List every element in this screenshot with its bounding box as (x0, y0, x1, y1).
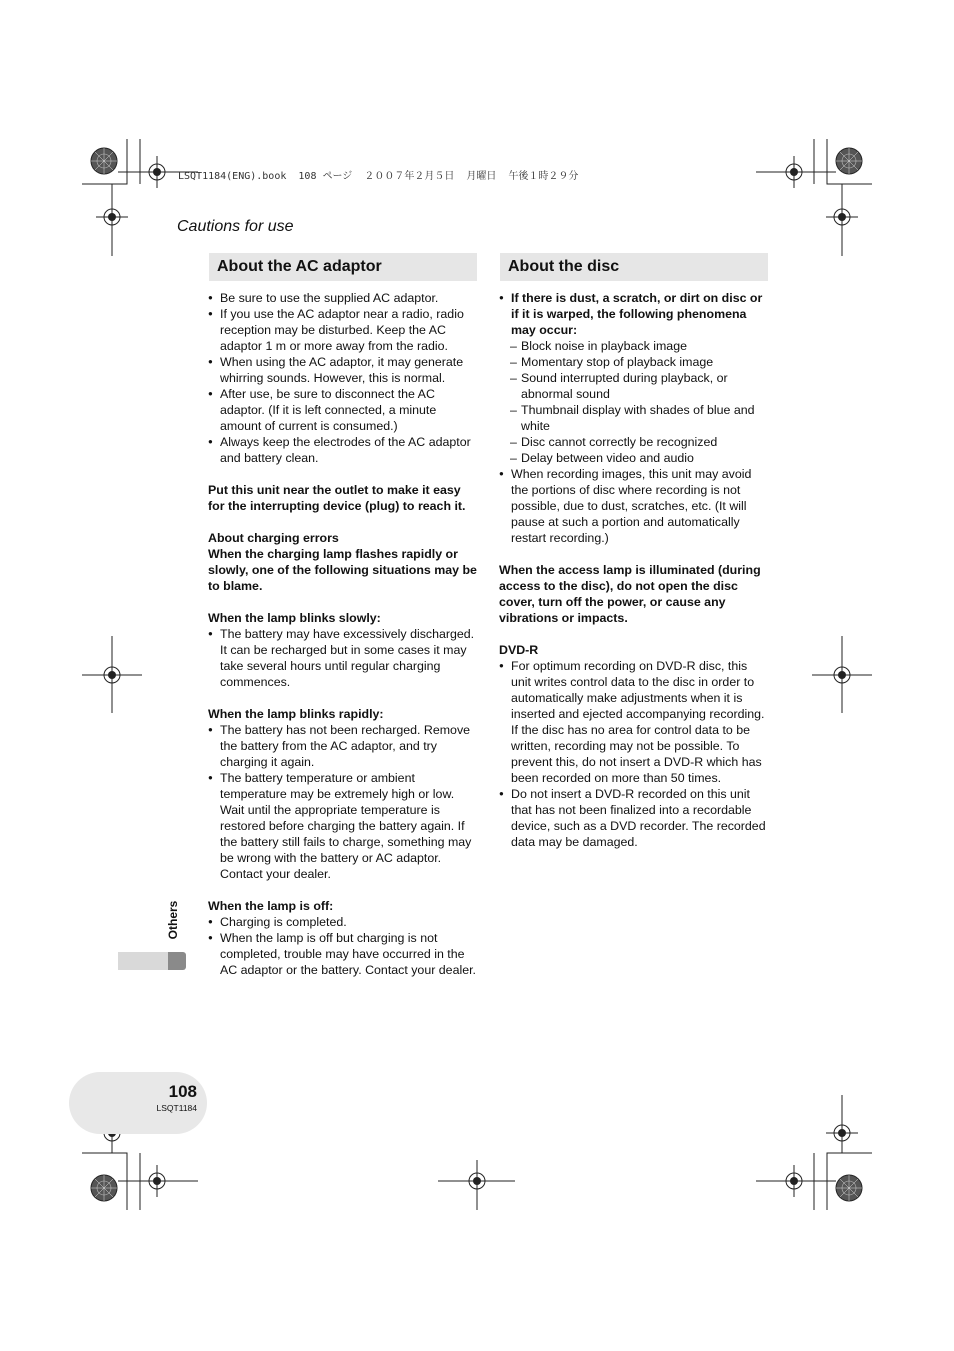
bold-paragraph: About charging errors (208, 531, 339, 545)
bullet-item: ● Always keep the electrodes of the AC adaptor and battery clean. (208, 434, 478, 466)
section-tab-label: Others (166, 900, 180, 940)
spacer (208, 690, 478, 706)
bullet-item: ● Charging is completed. (208, 914, 478, 930)
section-title: Cautions for use (177, 218, 294, 235)
spacer (208, 466, 478, 482)
bullet-item: ● If there is dust, a scratch, or dirt on disc or if it is warped, the following phenomena may occur: (499, 290, 769, 338)
section-tab-bar (118, 952, 168, 970)
spacer (208, 594, 478, 610)
spacer (208, 882, 478, 898)
bold-paragraph: Put this unit near the outlet to make it easy for the interrupting device (plug) to reach it. (208, 483, 466, 513)
dash-item: – Block noise in playback image (499, 338, 769, 354)
bold-paragraph: When the lamp blinks rapidly: (208, 707, 384, 721)
page-number: 108 (168, 1082, 197, 1101)
disc-heading: About the disc (500, 253, 768, 281)
spacer (499, 626, 769, 642)
bold-paragraph: When the lamp blinks slowly: (208, 611, 381, 625)
bullet-item: ● When using the AC adaptor, it may generate whirring sounds. However, this is normal. (208, 354, 478, 386)
bullet-item: ● The battery temperature or ambient temperature may be extremely high or low. Wait until the appropriate temperature is restored before charging the battery again. If the battery still fails to charge, something may be wrong with the battery or AC adaptor. Contact your dealer. (208, 770, 478, 882)
section-tab-marker (168, 952, 186, 970)
disc-column (499, 290, 769, 850)
bullet-item: ● Be sure to use the supplied AC adaptor. (208, 290, 478, 306)
dash-item: – Momentary stop of playback image (499, 354, 769, 370)
printer-info-line: LSQT1184(ENG).book 108 ページ ２００７年２月５日 月曜日 午後１時２９分 (178, 171, 579, 182)
dash-item: – Thumbnail display with shades of blue and white (499, 402, 769, 434)
bold-paragraph: When the charging lamp flashes rapidly or slowly, one of the following situations may be to blame. (208, 547, 477, 593)
ac-adaptor-column (208, 290, 478, 978)
bullet-item: ● For optimum recording on DVD-R disc, this unit writes control data to the disc in order to automatically make adjustments when it is inserted and ejected accompanying recording. If the disc has no area for control data to be written, recording may not be possible. To prevent this, do not insert a DVD-R which has been recorded on more than 50 times. (499, 658, 769, 786)
bullet-item: ● After use, be sure to disconnect the AC adaptor. (If it is left connected, a minute amount of current is consumed.) (208, 386, 478, 434)
spacer (499, 546, 769, 562)
bold-paragraph: When the lamp is off: (208, 899, 334, 913)
bold-paragraph: DVD-R (499, 643, 539, 657)
document-code: LSQT1184 (156, 1103, 197, 1113)
bullet-item: ● When the lamp is off but charging is not completed, trouble may have occurred in the AC adaptor or the battery. Contact your dealer. (208, 930, 478, 978)
dash-item: – Sound interrupted during playback, or abnormal sound (499, 370, 769, 402)
bullet-item: ● The battery has not been recharged. Remove the battery from the AC adaptor, and try charging it again. (208, 722, 478, 770)
bold-paragraph: When the access lamp is illuminated (during access to the disc), do not open the disc cover, turn off the power, or cause any vibrations or impacts. (499, 563, 761, 625)
dash-item: – Delay between video and audio (499, 450, 769, 466)
bullet-item: ● If you use the AC adaptor near a radio, radio reception may be disturbed. Keep the AC adaptor 1 m or more away from the radio. (208, 306, 478, 354)
dash-item: – Disc cannot correctly be recognized (499, 434, 769, 450)
bullet-item: ● Do not insert a DVD-R recorded on this unit that has not been finalized into a recordable device, such as a DVD recorder. The recorded data may be damaged. (499, 786, 769, 850)
bullet-item: ● When recording images, this unit may avoid the portions of disc where recording is not possible, due to dust, scratches, etc. (It will pause at such a portion and automatically restart recording.) (499, 466, 769, 546)
ac-adaptor-heading: About the AC adaptor (209, 253, 477, 281)
spacer (208, 514, 478, 530)
bullet-item: ● The battery may have excessively discharged. It can be recharged but in some cases it may take several hours until regular charging commences. (208, 626, 478, 690)
